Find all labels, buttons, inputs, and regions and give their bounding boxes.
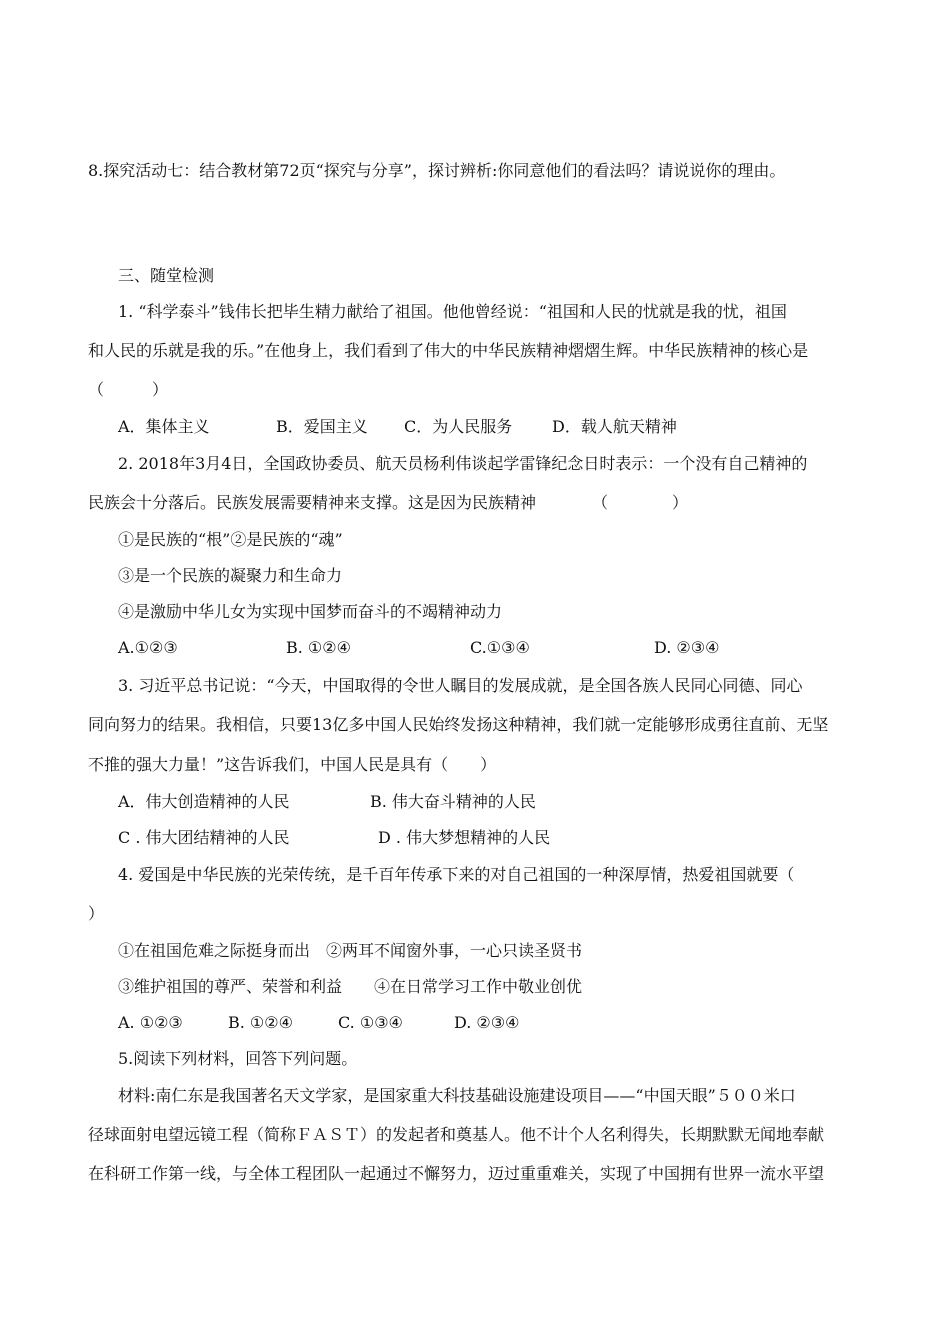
q2-option-a: A.①②③ [118,638,178,657]
q2-option-b: B. ①②④ [286,638,351,657]
q4-option-a: A. ①②③ [118,1013,183,1032]
q3-options-ab [118,791,536,813]
q1-option-d: D．载人航天精神 [552,417,677,436]
q4-line1: 4. 爱国是中华民族的光荣传统，是千百年传承下来的对自己祖国的一种深厚情，热爱祖国就要（ [118,865,795,884]
q1-line2: 和人民的乐就是我的乐。”在他身上，我们看到了伟大的中华民族精神熠熠生辉。中华民族精神的核心是 [88,341,809,360]
q1-options [118,416,677,438]
q4-option-d: D. ②③④ [454,1013,520,1032]
q4-item-1: ①在祖国危难之际挺身而出 ②两耳不闻窗外事，一心只读圣贤书 [118,941,583,960]
q3-option-c: C . 伟大团结精神的人民 [118,828,290,847]
q4-options [118,1012,519,1034]
section-title: 三、随堂检测 [118,266,215,285]
q5-material-line2: 径球面射电望远镜工程（简称ＦＡＳＴ）的发起者和奠基人。他不计个人名利得失，长期默默无闻地奉献 [88,1125,825,1144]
q5-prompt: 5.阅读下列材料，回答下列问题。 [118,1049,358,1068]
q2-line1: 2. 2018年3月4日，全国政协委员、航天员杨利伟谈起学雷锋纪念日时表示：一个没有自己精神的 [118,454,808,473]
q3-line2: 同向努力的结果。我相信，只要13亿多中国人民始终发扬这种精神，我们就一定能够形成勇往直前、无坚 [88,715,829,734]
q1-option-c: C．为人民服务 [404,417,513,436]
q1-answer-blank: （ ） [88,380,169,399]
q2-item-2: ③是一个民族的凝聚力和生命力 [118,566,343,585]
q2-option-c: C.①③④ [470,638,530,657]
q1-option-b: B．爱国主义 [276,417,368,436]
q2-item-3: ④是激励中华儿女为实现中国梦而奋斗的不竭精神动力 [118,602,503,621]
question-8: 8.探究活动七：结合教材第72页“探究与分享”，探讨辨析:你同意他们的看法吗？请说说你的理由。 [88,161,786,180]
q3-line1: 3. 习近平总书记说：“今天，中国取得的令世人瞩目的发展成就，是全国各族人民同心同德、同心 [118,676,803,695]
q4-option-c: C. ①③④ [338,1013,403,1032]
q3-line3: 不推的强大力量！”这告诉我们，中国人民是具有（ ） [88,755,497,774]
q3-options-cd [118,827,550,849]
q5-material-line3: 在科研工作第一线，与全体工程团队一起通过不懈努力，迈过重重难关，实现了中国拥有世界一流水平望 [88,1164,825,1183]
q4-option-b: B. ①②④ [228,1013,293,1032]
q4-item-2: ③维护祖国的尊严、荣誉和利益 ④在日常学习工作中敬业创优 [118,977,583,996]
q3-option-d: D . 伟大梦想精神的人民 [378,828,551,847]
q4-line2: ） [88,904,105,923]
q2-option-d: D. ②③④ [654,638,720,657]
q1-option-a: A．集体主义 [118,417,210,436]
q2-options [118,637,719,659]
q3-option-a: A．伟大创造精神的人民 [118,792,290,811]
q1-line1: 1. “科学泰斗”钱伟长把毕生精力献给了祖国。他他曾经说：“祖国和人民的忧就是我的忧，祖国 [118,302,787,321]
q2-line2: 民族会十分落后。民族发展需要精神来支撑。这是因为民族精神 （ ） [88,493,689,512]
q5-material-line1: 材料:南仁东是我国著名天文学家，是国家重大科技基础设施建设项目——“中国天眼”５００米口 [118,1086,796,1105]
q2-item-1: ①是民族的“根”②是民族的“魂” [118,530,343,549]
q3-option-b: B. 伟大奋斗精神的人民 [370,792,536,811]
